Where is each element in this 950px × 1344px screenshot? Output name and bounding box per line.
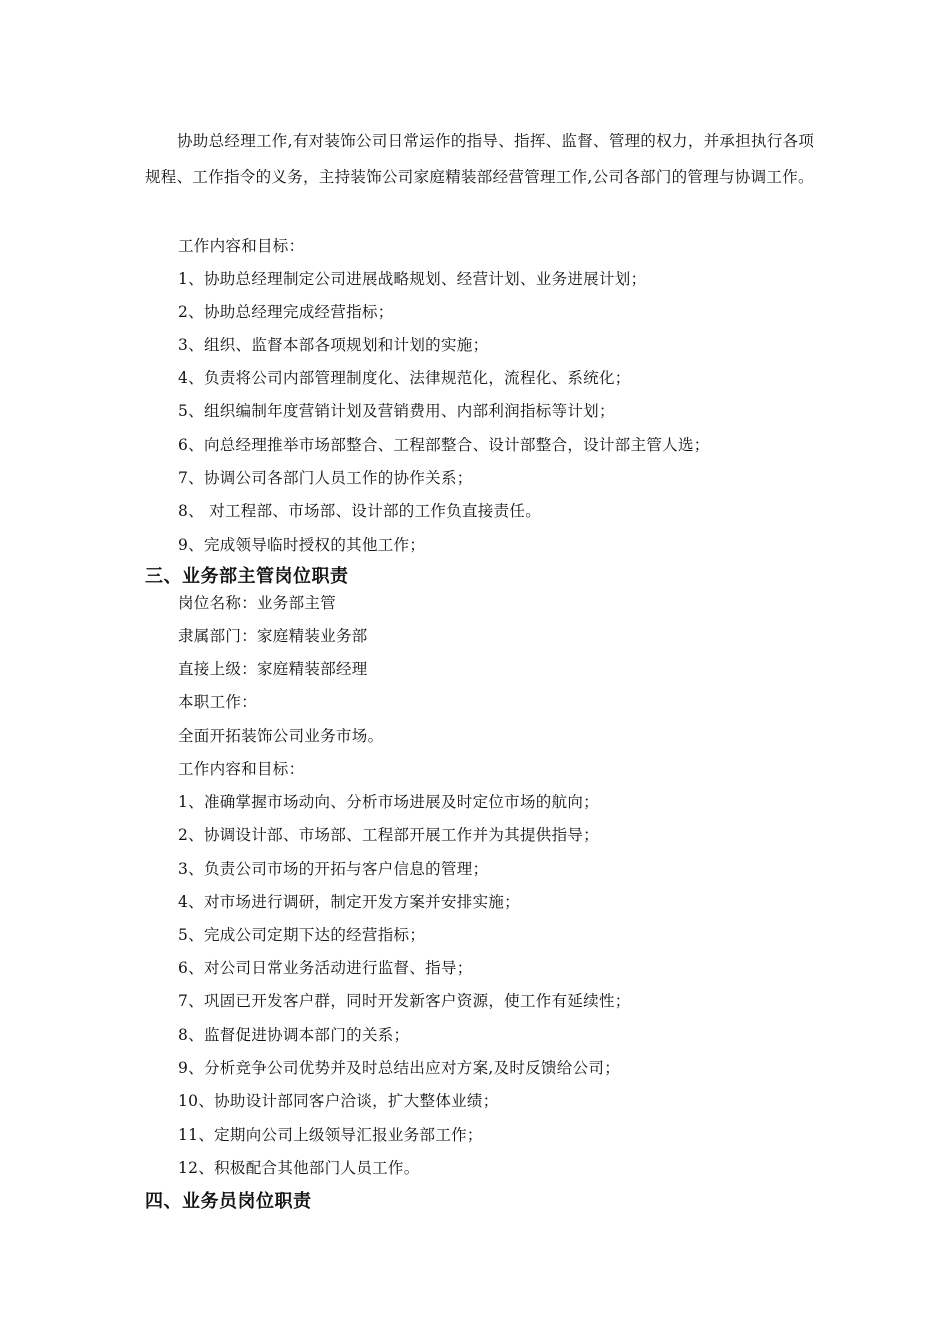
department: 隶属部门：家庭精装业务部 bbox=[178, 627, 368, 645]
list-item: 8、 对工程部、市场部、设计部的工作负直接责任。 bbox=[178, 502, 541, 520]
list-item: 6、对公司日常业务活动进行监督、指导； bbox=[178, 959, 473, 977]
list-item: 7、协调公司各部门人员工作的协作关系； bbox=[178, 469, 473, 487]
list-item: 6、向总经理推举市场部整合、工程部整合、设计部整合，设计部主管人选； bbox=[178, 436, 710, 454]
list-item: 12、积极配合其他部门人员工作。 bbox=[178, 1159, 420, 1177]
list-item: 3、负责公司市场的开拓与客户信息的管理； bbox=[178, 860, 489, 878]
list-item: 3、组织、监督本部各项规划和计划的实施； bbox=[178, 336, 489, 354]
list-item: 2、协调设计部、市场部、工程部开展工作并为其提供指导； bbox=[178, 826, 599, 844]
list-item: 7、巩固已开发客户群，同时开发新客户资源，使工作有延续性； bbox=[178, 992, 631, 1010]
list-item: 4、对市场进行调研，制定开发方案并安排实施； bbox=[178, 893, 520, 911]
section3-heading: 三、业务部主管岗位职责 bbox=[145, 566, 349, 587]
section3-goals-label: 工作内容和目标： bbox=[178, 760, 305, 778]
duty-text: 全面开拓装饰公司业务市场。 bbox=[178, 727, 384, 745]
list-item: 10、协助设计部同客户洽谈，扩大整体业绩； bbox=[178, 1092, 499, 1110]
intro-paragraph: 协助总经理工作,有对装饰公司日常运作的指导、指挥、监督、管理的权力，并承担执行各项规程、工作指令的义务，主持装饰公司家庭精装部经营管理工作,公司各部门的管理与协调工作。 bbox=[145, 132, 815, 186]
list-item: 9、分析竞争公司优势并及时总结出应对方案,及时反馈给公司； bbox=[178, 1059, 620, 1077]
list-item: 9、完成领导临时授权的其他工作； bbox=[178, 536, 426, 554]
list-item: 4、负责将公司内部管理制度化、法律规范化，流程化、系统化； bbox=[178, 369, 631, 387]
section2-goals-label: 工作内容和目标： bbox=[178, 237, 305, 255]
list-item: 5、组织编制年度营销计划及营销费用、内部利润指标等计划； bbox=[178, 402, 615, 420]
list-item: 1、协助总经理制定公司进展战略规划、经营计划、业务进展计划； bbox=[178, 270, 647, 288]
direct-superior: 直接上级：家庭精装部经理 bbox=[178, 660, 368, 678]
list-item: 11、定期向公司上级领导汇报业务部工作； bbox=[178, 1126, 483, 1144]
position-name: 岗位名称：业务部主管 bbox=[178, 594, 337, 612]
list-item: 1、准确掌握市场动向、分析市场进展及时定位市场的航向； bbox=[178, 793, 599, 811]
duty-label: 本职工作： bbox=[178, 693, 258, 711]
list-item: 8、监督促进协调本部门的关系； bbox=[178, 1026, 410, 1044]
list-item: 2、协助总经理完成经营指标； bbox=[178, 303, 394, 321]
section4-heading: 四、业务员岗位职责 bbox=[145, 1191, 312, 1212]
list-item: 5、完成公司定期下达的经营指标； bbox=[178, 926, 426, 944]
